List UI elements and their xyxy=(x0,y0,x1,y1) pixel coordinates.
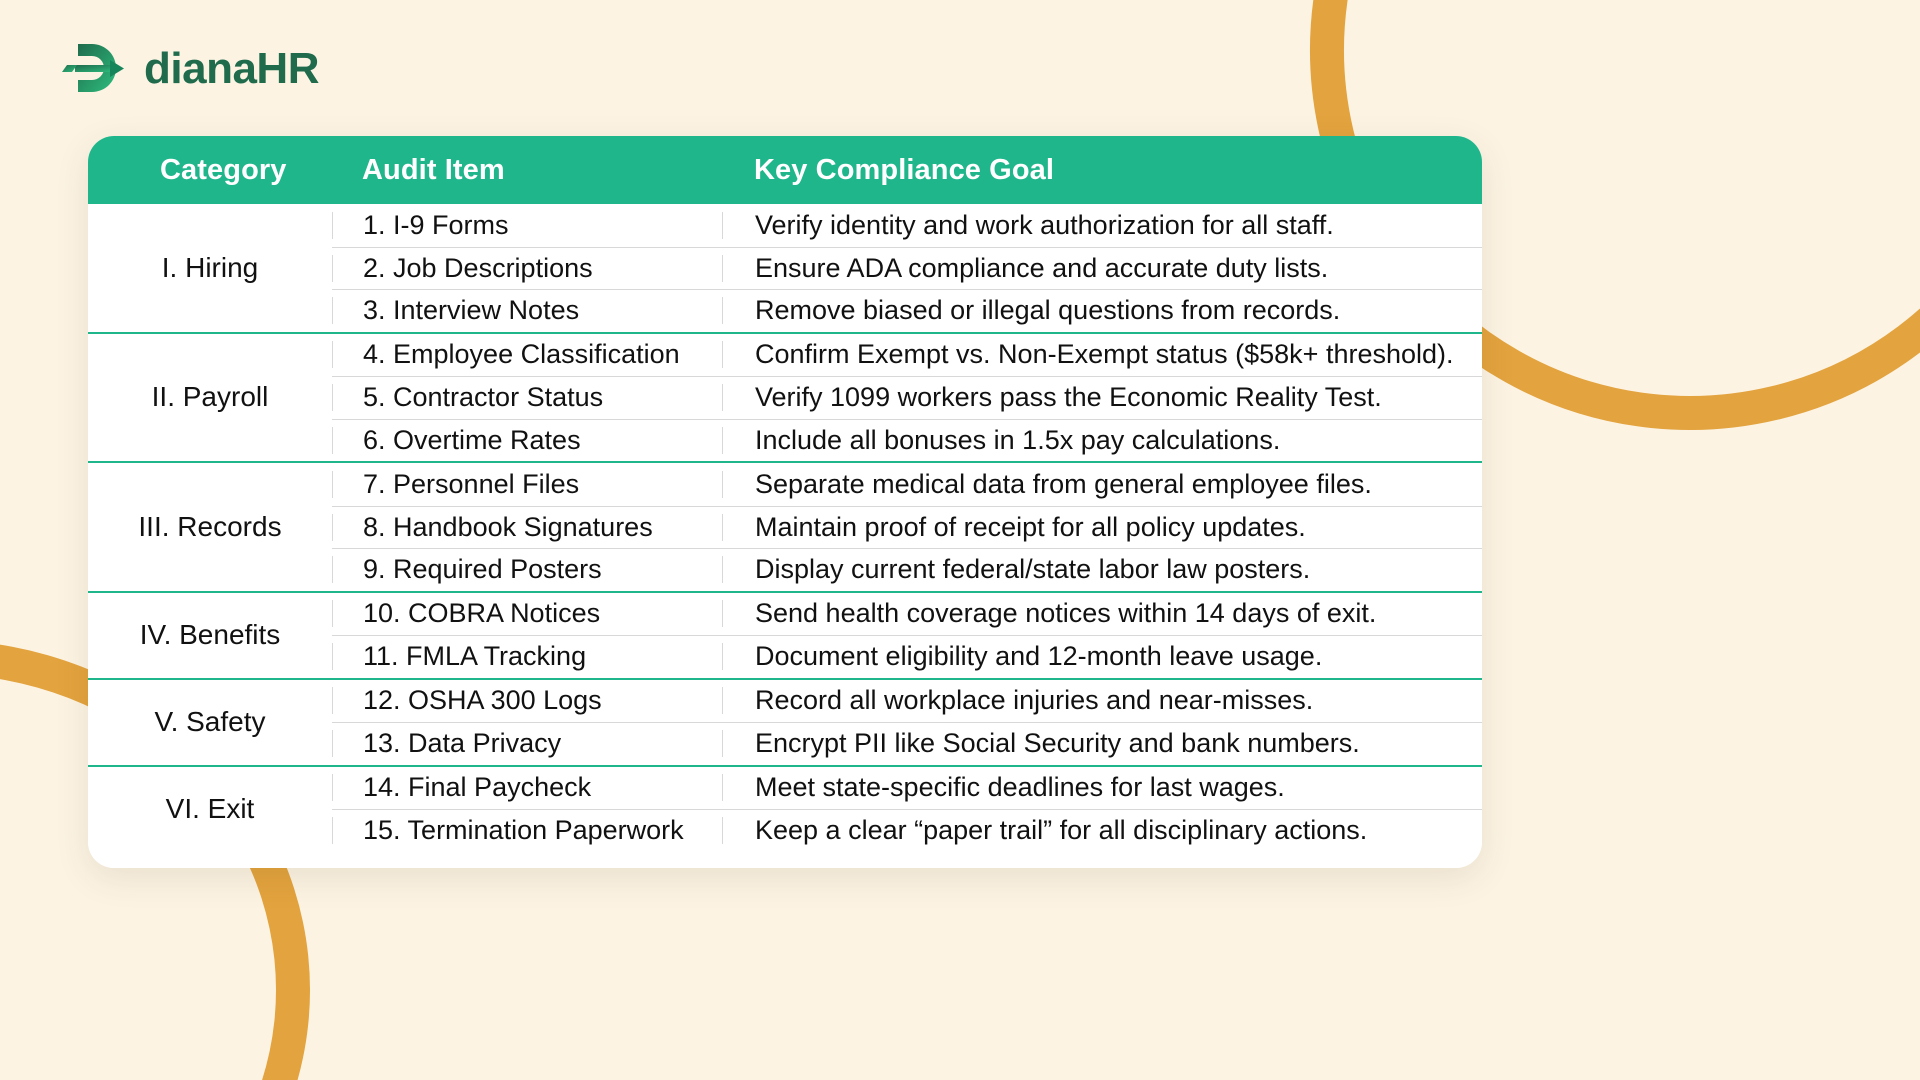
table-row xyxy=(332,289,1482,332)
category-group xyxy=(88,678,1482,765)
audit-item-cell: 10. COBRA Notices xyxy=(332,600,722,627)
category-rows xyxy=(332,767,1482,852)
table-row xyxy=(332,767,1482,810)
column-header-audit-item: Audit Item xyxy=(362,153,505,186)
audit-item-cell: 6. Overtime Rates xyxy=(332,427,722,454)
category-group xyxy=(88,765,1482,852)
compliance-goal-cell: Display current federal/state labor law posters. xyxy=(722,556,1482,583)
table-row xyxy=(332,204,1482,247)
category-label: VI. Exit xyxy=(165,793,255,824)
audit-item-cell: 9. Required Posters xyxy=(332,556,722,583)
compliance-goal-cell: Keep a clear “paper trail” for all disciplinary actions. xyxy=(722,817,1482,844)
audit-item-cell: 4. Employee Classification xyxy=(332,341,722,368)
category-rows xyxy=(332,593,1482,678)
compliance-audit-table-card xyxy=(88,136,1482,868)
compliance-goal-cell: Include all bonuses in 1.5x pay calculations. xyxy=(722,427,1482,454)
compliance-goal-cell: Confirm Exempt vs. Non-Exempt status ($58k+ threshold). xyxy=(722,341,1482,368)
table-row xyxy=(332,506,1482,549)
category-label: II. Payroll xyxy=(151,381,269,413)
compliance-goal-cell: Maintain proof of receipt for all policy updates. xyxy=(722,514,1482,541)
audit-item-cell: 13. Data Privacy xyxy=(332,730,722,757)
category-rows xyxy=(332,463,1482,591)
table-row xyxy=(332,722,1482,765)
category-rows xyxy=(332,204,1482,332)
compliance-goal-cell: Send health coverage notices within 14 days of exit. xyxy=(722,600,1482,627)
category-label: IV. Benefits xyxy=(139,619,281,650)
category-group xyxy=(88,204,1482,332)
category-rows xyxy=(332,680,1482,765)
compliance-goal-cell: Verify identity and work authorization for all staff. xyxy=(722,212,1482,239)
category-group xyxy=(88,591,1482,678)
audit-item-cell: 14. Final Paycheck xyxy=(332,774,722,801)
category-label: V. Safety xyxy=(154,706,266,737)
audit-item-cell: 2. Job Descriptions xyxy=(332,255,722,282)
table-row xyxy=(332,680,1482,723)
diana-arrow-logo-icon xyxy=(62,36,128,102)
table-row xyxy=(332,809,1482,852)
audit-item-cell: 1. I-9 Forms xyxy=(332,212,722,239)
audit-item-cell: 5. Contractor Status xyxy=(332,384,722,411)
column-header-goal: Key Compliance Goal xyxy=(754,153,1055,186)
compliance-goal-cell: Encrypt PII like Social Security and bank numbers. xyxy=(722,730,1482,757)
brand-name: dianaHR xyxy=(144,44,319,93)
category-label: I. Hiring xyxy=(161,251,259,283)
table-row xyxy=(332,419,1482,462)
compliance-goal-cell: Remove biased or illegal questions from records. xyxy=(722,297,1482,324)
audit-item-cell: 3. Interview Notes xyxy=(332,297,722,324)
category-group xyxy=(88,332,1482,462)
column-header-category: Category xyxy=(160,153,287,186)
brand-logo xyxy=(62,36,319,102)
compliance-goal-cell: Verify 1099 workers pass the Economic Reality Test. xyxy=(722,384,1482,411)
table-header-row xyxy=(88,136,1482,204)
table-row xyxy=(332,548,1482,591)
compliance-goal-cell: Record all workplace injuries and near-misses. xyxy=(722,687,1482,714)
compliance-goal-cell: Meet state-specific deadlines for last wages. xyxy=(722,774,1482,801)
table-row xyxy=(332,247,1482,290)
compliance-goal-cell: Separate medical data from general employee files. xyxy=(722,471,1482,498)
category-group xyxy=(88,461,1482,591)
table-row xyxy=(332,463,1482,506)
audit-item-cell: 12. OSHA 300 Logs xyxy=(332,687,722,714)
table-row xyxy=(332,334,1482,377)
table-body xyxy=(88,204,1482,868)
compliance-goal-cell: Ensure ADA compliance and accurate duty lists. xyxy=(722,255,1482,282)
audit-item-cell: 8. Handbook Signatures xyxy=(332,514,722,541)
audit-item-cell: 15. Termination Paperwork xyxy=(332,817,722,844)
category-label: III. Records xyxy=(138,510,282,542)
table-row xyxy=(332,593,1482,636)
audit-item-cell: 11. FMLA Tracking xyxy=(332,643,722,670)
category-rows xyxy=(332,334,1482,462)
audit-item-cell: 7. Personnel Files xyxy=(332,471,722,498)
table-row xyxy=(332,376,1482,419)
compliance-goal-cell: Document eligibility and 12-month leave usage. xyxy=(722,643,1482,670)
table-row xyxy=(332,635,1482,678)
